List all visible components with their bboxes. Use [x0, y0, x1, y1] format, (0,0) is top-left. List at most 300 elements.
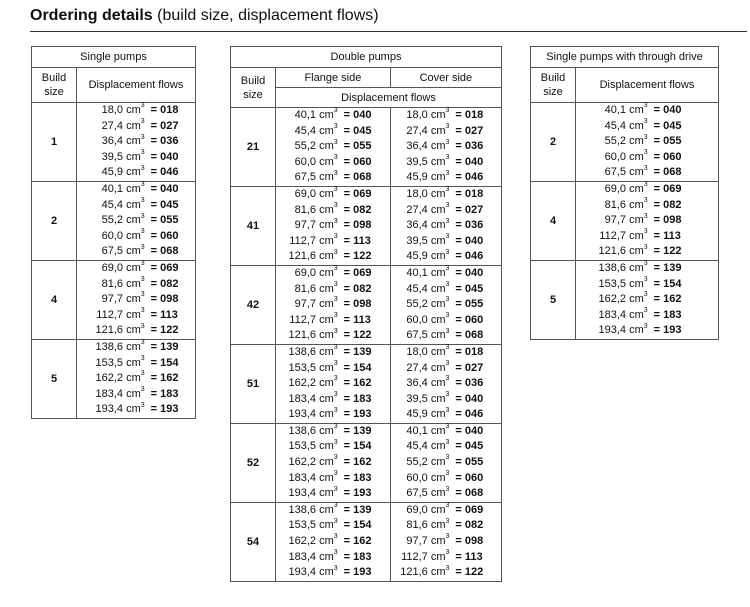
- flow-code-value: 018: [464, 109, 484, 121]
- flow-code-value: 098: [160, 293, 179, 306]
- double-col-flows: Displacement flows: [276, 88, 502, 108]
- flow-code: [344, 376, 372, 392]
- flow-value: 183,4: [288, 550, 316, 563]
- unit-exponent: 3: [643, 212, 648, 220]
- unit-exponent: 3: [333, 391, 338, 399]
- eq-sign: =: [653, 324, 661, 337]
- flow-unit: [123, 387, 145, 403]
- flow-line: [89, 134, 195, 150]
- unit-text: cm: [126, 245, 141, 258]
- flow-line: [282, 534, 390, 550]
- flow-code: [151, 119, 179, 135]
- unit-text: cm: [319, 282, 334, 295]
- eq-sign: =: [653, 229, 661, 242]
- flow-unit: [316, 534, 338, 550]
- eq-sign: =: [343, 519, 351, 532]
- flow-value: 97,7: [406, 535, 428, 548]
- flow-line: [394, 471, 501, 487]
- flow-unit: [428, 170, 450, 186]
- flow-code-value: 046: [464, 171, 484, 184]
- unit-exponent: 3: [333, 533, 338, 541]
- flow-code-value: 113: [464, 550, 483, 563]
- eq-sign: =: [150, 166, 158, 179]
- single-pumps-title: Single pumps: [32, 47, 196, 68]
- unit-exponent: 3: [140, 102, 145, 110]
- flow-line: [592, 150, 718, 166]
- flow-unit: [316, 471, 338, 487]
- flows-cell: [390, 344, 501, 423]
- flow-unit: [428, 297, 450, 313]
- flow-code: [654, 182, 682, 198]
- flow-value: 27,4: [101, 119, 123, 132]
- build-size-cell: 52: [231, 423, 276, 502]
- unit-text: cm: [319, 503, 334, 516]
- eq-sign: =: [343, 471, 351, 484]
- unit-exponent: 3: [333, 344, 338, 352]
- flow-line: [282, 124, 390, 140]
- flow-unit: [316, 565, 338, 581]
- table-row: [32, 260, 196, 339]
- unit-exponent: 3: [445, 485, 450, 493]
- flow-value: 121,6: [288, 329, 316, 342]
- eq-sign: =: [343, 282, 351, 295]
- flow-value: 40,1: [604, 104, 626, 116]
- flows-cell: [77, 260, 196, 339]
- flow-value: 193,4: [288, 408, 316, 421]
- unit-exponent: 3: [445, 517, 450, 525]
- flow-line: [394, 376, 501, 392]
- flow-value: 183,4: [95, 387, 123, 400]
- flow-line: [394, 108, 501, 124]
- flow-code: [455, 297, 483, 313]
- single-col-flows: Displacement flows: [77, 68, 196, 103]
- flow-code-value: 162: [353, 535, 372, 548]
- double-col-build: Build size: [231, 68, 276, 108]
- flow-code-value: 046: [464, 408, 484, 421]
- flow-value: 40,1: [406, 424, 428, 437]
- unit-exponent: 3: [643, 260, 648, 268]
- eq-sign: =: [455, 187, 462, 200]
- unit-text: cm: [629, 150, 644, 163]
- eq-sign: =: [343, 298, 351, 311]
- unit-exponent: 3: [643, 228, 648, 236]
- flow-value: 162,2: [95, 372, 123, 385]
- flow-code: [654, 261, 682, 277]
- eq-sign: =: [150, 403, 158, 416]
- flow-unit: [626, 292, 648, 308]
- eq-sign: =: [653, 150, 661, 163]
- flow-code: [151, 277, 179, 293]
- flow-code: [151, 103, 179, 119]
- flow-code: [654, 103, 682, 119]
- unit-text: cm: [629, 261, 644, 274]
- unit-text: cm: [430, 171, 446, 184]
- flow-code: [455, 328, 483, 344]
- flow-unit: [123, 213, 145, 229]
- flow-line: [394, 328, 501, 344]
- flow-value: 69,0: [101, 261, 123, 274]
- flow-line: [394, 249, 501, 265]
- unit-exponent: 3: [140, 181, 145, 189]
- flow-line: [282, 439, 390, 455]
- flow-code: [344, 550, 372, 566]
- flow-unit: [123, 371, 145, 387]
- flow-line: [394, 345, 501, 361]
- flow-code: [344, 108, 372, 124]
- flow-value: 69,0: [604, 182, 626, 195]
- unit-text: cm: [319, 424, 334, 437]
- flow-value: 45,4: [406, 440, 428, 453]
- flow-value: 69,0: [294, 187, 316, 200]
- flow-value: 60,0: [406, 313, 428, 326]
- unit-exponent: 3: [333, 280, 338, 288]
- flow-line: [394, 124, 501, 140]
- flow-line: [89, 244, 195, 260]
- flow-unit: [428, 407, 450, 423]
- flow-value: 40,1: [101, 182, 123, 195]
- eq-sign: =: [343, 487, 351, 500]
- flow-code-value: 068: [663, 166, 682, 179]
- build-size-cell: 5: [32, 339, 77, 418]
- flow-line: [592, 103, 718, 119]
- eq-sign: =: [150, 135, 158, 148]
- unit-text: cm: [319, 266, 334, 279]
- unit-text: cm: [319, 535, 334, 548]
- flow-unit: [316, 455, 338, 471]
- flow-line: [282, 266, 390, 282]
- flow-line: [394, 187, 501, 203]
- flow-line: [394, 139, 501, 155]
- flow-code: [151, 323, 179, 339]
- flow-value: 183,4: [598, 308, 626, 321]
- flow-unit: [428, 361, 450, 377]
- flow-code: [344, 392, 372, 408]
- flow-value: 60,0: [604, 150, 626, 163]
- flow-code: [344, 486, 372, 502]
- unit-exponent: 3: [333, 186, 338, 194]
- flow-line: [394, 439, 501, 455]
- flow-value: 193,4: [288, 487, 316, 500]
- flow-code-value: 040: [663, 104, 682, 116]
- unit-text: cm: [126, 166, 141, 179]
- eq-sign: =: [455, 313, 462, 326]
- flow-code-value: 082: [160, 277, 179, 290]
- unit-text: cm: [126, 104, 141, 116]
- flow-value: 18,0: [406, 345, 428, 358]
- flow-code: [344, 471, 372, 487]
- flow-code-value: 098: [663, 214, 682, 227]
- flow-code: [151, 150, 179, 166]
- eq-sign: =: [455, 535, 462, 548]
- flow-value: 97,7: [604, 214, 626, 227]
- flow-unit: [123, 150, 145, 166]
- double-col-flange: Flange side: [276, 68, 391, 88]
- unit-text: cm: [319, 234, 334, 247]
- flow-value: 18,0: [101, 104, 123, 116]
- flow-line: [282, 407, 390, 423]
- eq-sign: =: [455, 487, 462, 500]
- flow-line: [89, 402, 195, 418]
- table-row: [231, 108, 502, 187]
- flow-unit: [428, 187, 450, 203]
- flow-code-value: 055: [353, 140, 372, 153]
- flows-cell: [276, 265, 391, 344]
- flow-line: [89, 213, 195, 229]
- flow-code-value: 040: [464, 424, 484, 437]
- flow-unit: [123, 198, 145, 214]
- table-row: [32, 103, 196, 182]
- unit-text: cm: [126, 372, 141, 385]
- eq-sign: =: [455, 171, 462, 184]
- flow-code-value: 193: [160, 403, 179, 416]
- unit-exponent: 3: [445, 280, 450, 288]
- flows-cell: [390, 423, 501, 502]
- eq-sign: =: [343, 408, 351, 421]
- unit-exponent: 3: [643, 196, 648, 204]
- flow-line: [394, 550, 501, 566]
- flow-code-value: 082: [353, 203, 372, 216]
- flow-value: 162,2: [288, 535, 316, 548]
- flow-line: [394, 565, 501, 581]
- unit-text: cm: [629, 324, 644, 337]
- flow-unit: [316, 313, 338, 329]
- eq-sign: =: [343, 566, 351, 579]
- flow-unit: [316, 187, 338, 203]
- unit-text: cm: [629, 119, 644, 132]
- flow-value: 81,6: [294, 203, 316, 216]
- flow-line: [282, 282, 390, 298]
- unit-text: cm: [430, 345, 446, 358]
- flow-code-value: 154: [663, 277, 682, 290]
- flow-code-value: 027: [464, 361, 484, 374]
- flow-unit: [316, 234, 338, 250]
- flow-line: [89, 340, 195, 356]
- flow-unit: [316, 361, 338, 377]
- flow-code-value: 154: [160, 356, 179, 369]
- unit-exponent: 3: [140, 228, 145, 236]
- unit-text: cm: [430, 250, 446, 263]
- eq-sign: =: [150, 198, 158, 211]
- flow-code-value: 045: [464, 440, 484, 453]
- flow-line: [282, 455, 390, 471]
- flows-cell: [77, 181, 196, 260]
- flow-code-value: 046: [464, 250, 484, 263]
- unit-exponent: 3: [140, 196, 145, 204]
- flow-line: [394, 518, 501, 534]
- flow-unit: [316, 439, 338, 455]
- unit-exponent: 3: [140, 354, 145, 362]
- unit-exponent: 3: [333, 470, 338, 477]
- unit-text: cm: [629, 245, 644, 258]
- unit-exponent: 3: [643, 117, 648, 125]
- flow-code: [654, 150, 682, 166]
- flow-code: [455, 424, 483, 440]
- unit-exponent: 3: [333, 201, 338, 209]
- flow-code-value: 036: [464, 140, 484, 153]
- flow-line: [282, 361, 390, 377]
- unit-text: cm: [126, 229, 141, 242]
- unit-text: cm: [126, 340, 141, 353]
- flow-code-value: 069: [353, 266, 372, 279]
- flow-unit: [123, 402, 145, 418]
- flow-value: 55,2: [294, 140, 316, 153]
- flow-line: [394, 282, 501, 298]
- build-size-cell: 2: [531, 103, 576, 182]
- flow-unit: [428, 424, 450, 440]
- flow-value: 27,4: [406, 124, 428, 137]
- eq-sign: =: [455, 219, 462, 232]
- flow-value: 121,6: [400, 566, 428, 579]
- flow-unit: [428, 108, 450, 124]
- flow-code-value: 055: [663, 135, 682, 148]
- flow-unit: [123, 182, 145, 198]
- flow-value: 112,7: [96, 308, 123, 321]
- flow-value: 40,1: [294, 109, 316, 121]
- flows-cell: [276, 108, 391, 187]
- unit-text: cm: [319, 550, 334, 563]
- unit-exponent: 3: [445, 138, 450, 146]
- flow-unit: [316, 249, 338, 265]
- flow-unit: [428, 392, 450, 408]
- flow-code-value: 098: [464, 535, 484, 548]
- unit-text: cm: [319, 440, 334, 453]
- flow-unit: [626, 150, 648, 166]
- flow-code: [151, 261, 179, 277]
- unit-text: cm: [629, 293, 644, 306]
- flow-unit: [316, 282, 338, 298]
- flow-line: [592, 165, 718, 181]
- unit-text: cm: [430, 566, 446, 579]
- table-row: [231, 265, 502, 344]
- flow-unit: [123, 356, 145, 372]
- flow-value: 18,0: [406, 109, 428, 121]
- table-row: [531, 103, 719, 182]
- flow-value: 153,5: [288, 519, 316, 532]
- unit-text: cm: [430, 219, 446, 232]
- flow-code: [344, 407, 372, 423]
- flow-code: [344, 297, 372, 313]
- flow-unit: [316, 407, 338, 423]
- unit-text: cm: [126, 356, 141, 369]
- eq-sign: =: [653, 308, 661, 321]
- unit-text: cm: [319, 345, 334, 358]
- flow-unit: [428, 218, 450, 234]
- unit-exponent: 3: [140, 339, 145, 347]
- flow-code-value: 018: [160, 104, 179, 116]
- eq-sign: =: [150, 104, 158, 116]
- flow-unit: [316, 124, 338, 140]
- eq-sign: =: [455, 329, 462, 342]
- unit-text: cm: [319, 487, 334, 500]
- flow-unit: [626, 244, 648, 260]
- unit-text: cm: [319, 408, 334, 421]
- unit-text: cm: [430, 519, 446, 532]
- flow-value: 153,5: [288, 361, 316, 374]
- eq-sign: =: [150, 182, 158, 195]
- flow-value: 121,6: [95, 324, 123, 337]
- flow-line: [592, 182, 718, 198]
- flow-code: [344, 203, 372, 219]
- build-size-cell: 2: [32, 181, 77, 260]
- unit-exponent: 3: [140, 322, 145, 330]
- unit-exponent: 3: [643, 181, 648, 189]
- flow-unit: [428, 282, 450, 298]
- flow-value: 153,5: [95, 356, 123, 369]
- flow-value: 193,4: [288, 566, 316, 579]
- flow-code: [455, 471, 483, 487]
- flow-unit: [316, 266, 338, 282]
- flow-value: 193,4: [95, 403, 123, 416]
- flow-code: [151, 387, 179, 403]
- unit-exponent: 3: [643, 149, 648, 157]
- flows-cell: [276, 344, 391, 423]
- flow-unit: [626, 103, 648, 119]
- flow-code-value: 139: [353, 503, 372, 516]
- flow-unit: [316, 139, 338, 155]
- flow-line: [282, 565, 390, 581]
- unit-text: cm: [319, 361, 334, 374]
- unit-exponent: 3: [643, 164, 648, 172]
- unit-text: cm: [126, 135, 141, 148]
- flow-code: [455, 249, 483, 265]
- flow-value: 69,0: [294, 266, 316, 279]
- flow-line: [394, 170, 501, 186]
- eq-sign: =: [455, 155, 462, 168]
- flow-code-value: 113: [353, 234, 371, 247]
- eq-sign: =: [653, 119, 661, 132]
- table-row: [531, 260, 719, 339]
- flow-value: 153,5: [598, 277, 626, 290]
- flows-cell: [77, 103, 196, 182]
- flow-code-value: 122: [353, 329, 372, 342]
- flow-line: [592, 323, 718, 339]
- eq-sign: =: [653, 261, 661, 274]
- flow-code-value: 082: [464, 519, 484, 532]
- flow-unit: [428, 203, 450, 219]
- flow-code: [455, 361, 483, 377]
- eq-sign: =: [455, 392, 462, 405]
- eq-sign: =: [343, 392, 351, 405]
- build-size-cell: 1: [32, 103, 77, 182]
- flow-unit: [626, 277, 648, 293]
- flow-line: [394, 407, 501, 423]
- flow-code-value: 122: [160, 324, 179, 337]
- eq-sign: =: [455, 456, 462, 469]
- eq-sign: =: [150, 372, 158, 385]
- flow-code-value: 040: [160, 182, 179, 195]
- flow-code-value: 046: [160, 166, 179, 179]
- flow-unit: [316, 218, 338, 234]
- unit-text: cm: [319, 219, 334, 232]
- unit-text: cm: [629, 214, 644, 227]
- flow-value: 112,7: [599, 229, 626, 242]
- flow-value: 39,5: [406, 392, 428, 405]
- eq-sign: =: [455, 298, 462, 311]
- unit-exponent: 3: [445, 296, 450, 304]
- flow-code-value: 113: [160, 308, 178, 321]
- flow-unit: [428, 565, 450, 581]
- flow-unit: [428, 234, 450, 250]
- flow-value: 27,4: [406, 361, 428, 374]
- flow-code: [151, 182, 179, 198]
- unit-text: cm: [629, 308, 644, 321]
- flow-code: [344, 139, 372, 155]
- flow-unit: [428, 439, 450, 455]
- flow-unit: [428, 503, 450, 519]
- flow-unit: [626, 198, 648, 214]
- flow-value: 183,4: [288, 471, 316, 484]
- unit-exponent: 3: [140, 260, 145, 268]
